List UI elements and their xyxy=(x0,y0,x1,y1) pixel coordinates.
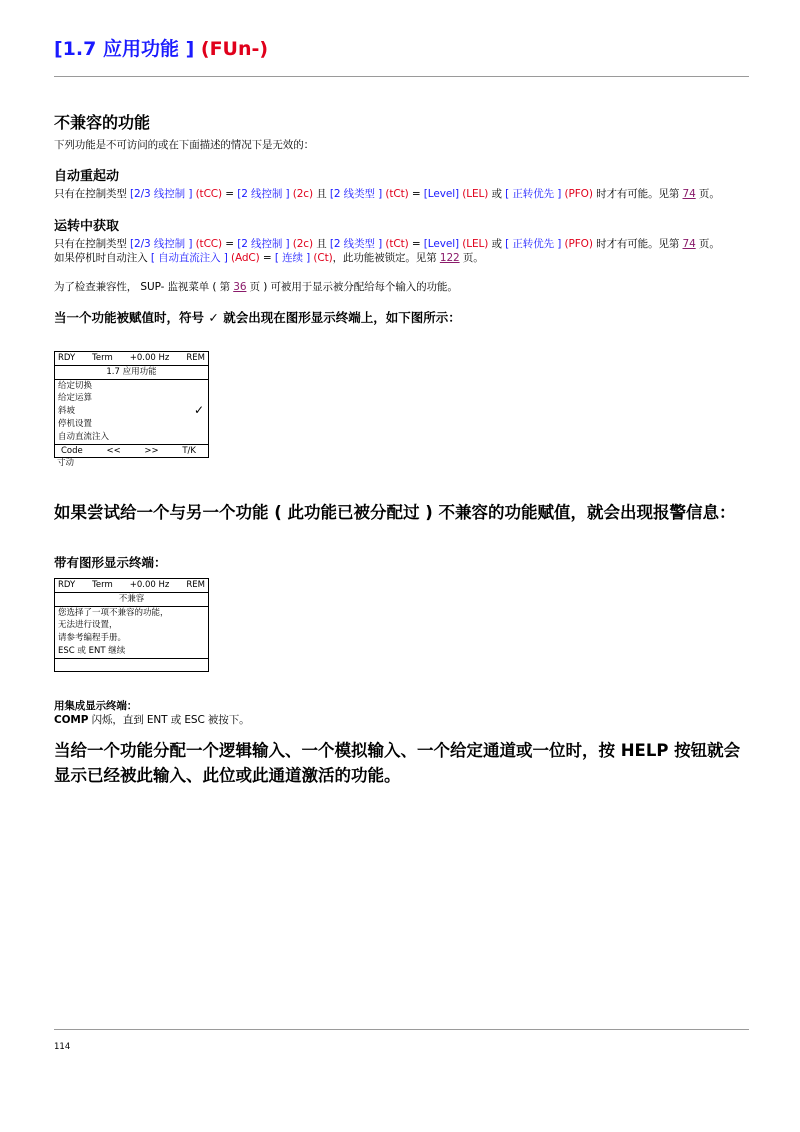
menu-item[interactable]: 给定切换 xyxy=(58,380,93,391)
message-line: 请参考编程手册。 xyxy=(58,633,127,644)
page-link-74[interactable]: 74 xyxy=(682,238,696,250)
graphic-terminal-label: 带有图形显示终端： xyxy=(54,555,167,570)
page-link-36[interactable]: 36 xyxy=(233,281,247,293)
status-label: RDY xyxy=(58,580,76,590)
check-icon: ✓ xyxy=(193,403,204,418)
terminal-below-item: 寸动 xyxy=(57,458,75,468)
assigned-note: 当一个功能被赋值时，符号 ✓ 就会出现在图形显示终端上，如下图所示： xyxy=(54,310,461,325)
help-note: 当给一个功能分配一个逻辑输入、一个模拟输入、一个给定通道或一位时，按 HELP 按钮就会显示已经被此输入、此位或此通道激活的功能。 xyxy=(54,741,741,785)
integrated-terminal-label: 用集成显示终端： xyxy=(54,700,138,712)
terminal-empty-footer xyxy=(55,658,208,671)
status-label: RDY xyxy=(58,353,76,363)
menu-item[interactable]: 给定运算 xyxy=(58,393,93,404)
terminal-status-bar xyxy=(55,579,208,593)
message-line: 无法进行设置， xyxy=(58,620,118,631)
terminal-menu-title: 1.7 应用功能 xyxy=(55,366,208,380)
mode-label: Term xyxy=(92,353,113,363)
frequency-label: +0.00 Hz xyxy=(129,353,170,363)
mode-label: Term xyxy=(92,580,113,590)
check-icon: ✓ xyxy=(208,310,219,325)
comp-code: COMP xyxy=(54,714,89,726)
section-intro: 下列功能是不可访问的或在下面描述的情况下是无效的： xyxy=(54,139,314,151)
auto-restart-heading: 自动重起动 xyxy=(54,169,120,184)
auto-restart-text: 只有在控制类型 [2/3 线控制 ] (tCC) = [2 线控制 ] (2c) 且 [2 线类型 ] (tCt) = [Level] (LEL) 或 [ 正转优先 ] (PFO) 时才有可能。见第 74 页。 xyxy=(54,188,720,200)
reference-label: REM xyxy=(186,580,205,590)
page-link-122[interactable]: 122 xyxy=(439,252,460,264)
terminal-function-keys xyxy=(55,444,208,458)
menu-item[interactable]: 停机设置 xyxy=(58,418,93,429)
warning-heading: 如果尝试给一个与另一个功能 ( 此功能已被分配过 ) 不兼容的功能赋值，就会出现报警信息： xyxy=(54,503,736,522)
graphic-terminal-incompatible xyxy=(54,578,209,672)
terminal-status-bar xyxy=(55,352,208,366)
title-main: [1.7 应用功能 ] xyxy=(54,38,195,60)
page-number: 114 xyxy=(54,1042,71,1052)
compat-check-text: 为了检查兼容性， SUP- 监视菜单 ( 第 36 页 ) 可被用于显示被分配给每个输入的功能。 xyxy=(54,281,458,293)
title-code: (FUn-) xyxy=(200,38,269,60)
terminal-menu-title: 不兼容 xyxy=(55,593,208,607)
graphic-terminal-functions xyxy=(54,351,209,458)
catch-on-fly-text-1: 只有在控制类型 [2/3 线控制 ] (tCC) = [2 线控制 ] (2c) 且 [2 线类型 ] (tCt) = [Level] (LEL) 或 [ 正转优先 ] (PFO) 时才有可能。见第 74 页。 xyxy=(54,238,720,250)
reference-label: REM xyxy=(186,353,205,363)
message-line: 您选择了一项不兼容的功能， xyxy=(58,607,169,618)
frequency-label: +0.00 Hz xyxy=(129,580,170,590)
message-line: ESC 或 ENT 继续 xyxy=(58,645,126,656)
function-key-next[interactable]: >> xyxy=(144,445,159,456)
menu-item-selected[interactable]: 斜坡 ✓ xyxy=(58,403,204,418)
footer-divider xyxy=(54,1029,749,1030)
function-key-code[interactable]: Code xyxy=(61,445,83,456)
integrated-terminal-text: COMP 闪烁，直到 ENT 或 ESC 被按下。 xyxy=(54,714,250,726)
catch-on-fly-text-2: 如果停机时自动注入 [ 自动直流注入 ] (AdC) = [ 连续 ] (Ct)，此功能被锁定。见第 122 页。 xyxy=(54,252,484,264)
section-heading: 不兼容的功能 xyxy=(54,113,151,132)
menu-item[interactable]: 自动直流注入 xyxy=(58,431,110,442)
page-title xyxy=(54,34,268,61)
header-divider xyxy=(54,76,749,77)
function-key-prev[interactable]: << xyxy=(106,445,121,456)
catch-on-fly-heading: 运转中获取 xyxy=(54,219,120,234)
function-key-tk[interactable]: T/K xyxy=(182,445,196,456)
page-link-74[interactable]: 74 xyxy=(682,188,696,200)
